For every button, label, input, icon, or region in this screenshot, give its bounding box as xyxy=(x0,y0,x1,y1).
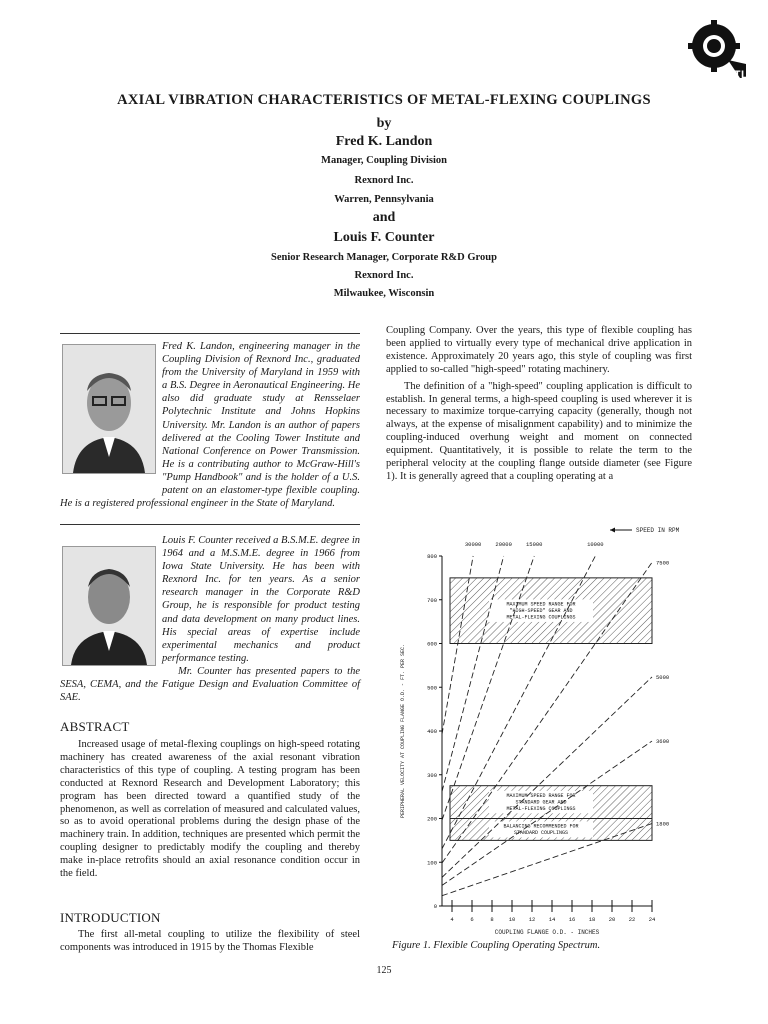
by-line: by xyxy=(376,116,392,131)
y-tick-label: 400 xyxy=(427,728,437,735)
author1-company: Rexnord Inc. xyxy=(354,175,414,186)
rpm-label-30000: 30000 xyxy=(464,541,482,548)
publisher-logo xyxy=(688,20,748,84)
y-tick-label: 200 xyxy=(427,815,437,823)
legend-arrowhead xyxy=(610,528,615,533)
x-tick-label: 24 xyxy=(648,916,656,923)
author1-city: Warren, Pennsylvania xyxy=(334,194,434,205)
author2-title: Senior Research Manager, Corporate R&D Group xyxy=(271,252,497,263)
x-tick-label: 12 xyxy=(528,916,536,923)
x-tick-label: 20 xyxy=(608,916,616,923)
rpm-label-10000: 10000 xyxy=(587,541,604,548)
y-tick-label: 300 xyxy=(427,771,437,779)
band-label-line: MAXIMUM SPEED RANGE FOR xyxy=(506,601,576,608)
logo-text: TL xyxy=(734,70,748,82)
y-tick-label: 0 xyxy=(433,903,437,910)
rpm-label-20000: 20000 xyxy=(495,541,512,548)
band-label-line: STANDARD COUPLINGS xyxy=(513,830,569,837)
bio-rule-top xyxy=(60,333,360,334)
x-tick-label: 18 xyxy=(588,916,596,923)
page-number: 125 xyxy=(376,965,392,976)
y-tick-label: 100 xyxy=(427,859,437,867)
counter-bio: Louis F. Counter received a B.S.M.E. degree in 1964 and a M.S.M.E. degree in 1966 from Iowa State University. He has been with Rexnord Inc. for ten years. As a senior research manager in the Corporate R&D Group, he is responsible for product testing and data development on many product lines. His special areas of expertise include experimental mechanics and product performance testing. Mr. Counter has presented papers to the SESA, CEMA, and the Fatigue Design and Evaluation Committee of SAE. xyxy=(60,535,360,704)
rpm-line-5000 xyxy=(442,677,652,877)
abstract-heading: ABSTRACT xyxy=(60,719,130,734)
rpm-label-5000: 5000 xyxy=(656,673,670,681)
and-word: and xyxy=(372,210,396,225)
y-tick-label: 700 xyxy=(427,596,437,604)
rpm-label-3600: 3600 xyxy=(656,738,670,746)
figure-caption: Figure 1. Flexible Coupling Operating Spectrum. xyxy=(392,940,601,951)
x-tick-label: 16 xyxy=(568,916,576,923)
x-tick-label: 4 xyxy=(450,916,454,923)
right-para-2: The definition of a "high-speed" coupling application is difficult to establish. In general terms, a high-speed coupling is used wherever it is necessary to maximize torque-carrying capacity (generally, though not always, at the expense of misalignment capability) and to minimize the coupling-induced overhung weight and moment on connected equipment. Quantitatively, it is possible to relate the term to the peripheral velocity at the coupling flange outside diameter (see Figure 1). It is generally agreed that a coupling operating at a xyxy=(386,380,692,482)
abstract-text: Increased usage of metal-flexing couplings on high-speed rotating machinery has created awareness of the axial resonant vibration characteristics of this type of coupling. A testing program has been conducted at Rexnord Research and Development Laboratory; this program has been directed toward a quantified study of the phenomenon, as well as correlation of measured and calculated values, so as to avoid operational problems during the design phase of the machinery train. In addition, techniques are presented which permit the coupling designer to predictably modify the coupling and thereby make in-place retrofits should an axial resonance condition occur in the field. xyxy=(60,739,360,880)
band-label-line: METAL-FLEXING COUPLINGS xyxy=(506,806,576,813)
author2-company: Rexnord Inc. xyxy=(354,270,414,281)
introduction-text: The first all-metal coupling to utilize the flexibility of steel components was introduced in 1915 by the Thomas Flexible xyxy=(60,929,360,953)
bio-rule-mid xyxy=(60,524,360,525)
y-axis-label: PERIPHERAL VELOCITY AT COUPLING FLANGE O.D. - FT. PER SEC. xyxy=(400,643,406,819)
landon-bio: Fred K. Landon, engineering manager in the Coupling Division of Rexnord Inc., graduated from the University of Maryland in 1959 with a B.S. Degree in Aeronautical Engineering. He also did graduate study at Rensselaer Polytechnic Institute and Johns Hopkins University. Mr. Landon is an author of papers delivered at the Cooling Tower Institute and National Conference on Power Transmission. He is a contributing author to McGraw-Hill's "Pump Handbook" and is the holder of a U.S. patent on an elastomer-type flexible coupling. He is a registered professional engineer in the State of Maryland. xyxy=(60,341,360,510)
band-label-line: METAL-FLEXING COUPLINGS xyxy=(506,614,576,621)
counter-bio-2: Mr. Counter has presented papers to the SESA, CEMA, and the Fatigue Design and Evaluation Committee of SAE. xyxy=(60,665,360,704)
band-label-line: STANDARD GEAR AND xyxy=(515,799,567,806)
x-tick-label: 8 xyxy=(490,916,494,923)
x-tick-label: 22 xyxy=(628,916,636,923)
band-label-line: BALANCING RECOMMENDED FOR xyxy=(503,823,579,830)
x-tick-label: 14 xyxy=(548,916,556,923)
author1-title: Manager, Coupling Division xyxy=(321,155,447,166)
author2-city: Milwaukee, Wisconsin xyxy=(333,288,435,299)
band-label-line: MAXIMUM SPEED RANGE FOR xyxy=(506,793,576,800)
author2-name: Louis F. Counter xyxy=(333,230,435,245)
author1-name: Fred K. Landon xyxy=(335,134,433,149)
x-tick-label: 6 xyxy=(470,916,474,923)
x-tick-label: 10 xyxy=(508,916,516,923)
y-tick-label: 600 xyxy=(427,640,437,648)
right-para-1: Coupling Company. Over the years, this type of flexible coupling has been applied to virtually every type of mechanical drive application in existence. Approximately 20 years ago, this style of coupling was first applied to so-called "high-speed" rotating machinery. xyxy=(386,325,692,375)
introduction-heading: INTRODUCTION xyxy=(60,910,161,925)
band-label-2 xyxy=(503,824,578,837)
y-tick-label: 800 xyxy=(427,553,437,560)
band-label-line: "HIGH-SPEED" GEAR AND xyxy=(509,608,573,615)
rpm-label-7500: 7500 xyxy=(656,559,670,567)
rpm-label-15000: 15000 xyxy=(525,541,543,548)
figure-1-chart xyxy=(384,522,690,952)
rpm-label-1800: 1800 xyxy=(656,820,670,828)
speed-legend: SPEED IN RPM xyxy=(636,527,680,534)
y-tick-label: 500 xyxy=(427,684,437,692)
x-axis-label: COUPLING FLANGE O.D. - INCHES xyxy=(494,929,600,936)
right-column-text xyxy=(386,325,692,484)
paper-title: AXIAL VIBRATION CHARACTERISTICS OF METAL-FLEXING COUPLINGS xyxy=(117,92,651,108)
band-label-1 xyxy=(506,793,575,812)
